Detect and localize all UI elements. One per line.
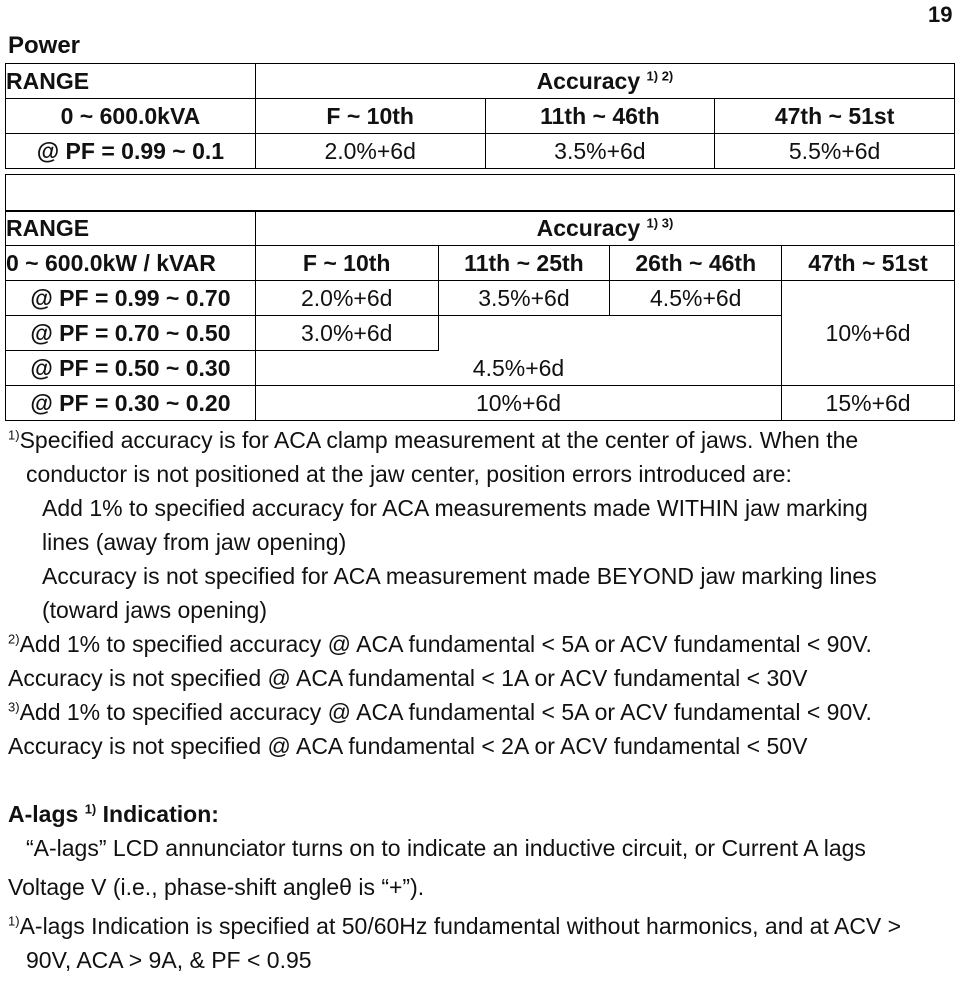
- page-number: 19: [928, 2, 953, 27]
- alags-heading: A-lags $^{1)}$ Indication:: [8, 801, 219, 827]
- footnote-1-line: lines (away from jaw opening): [42, 529, 347, 555]
- harmonic-col: 11th ~ 46th: [485, 99, 715, 134]
- footnote-1-line: (toward jaws opening): [42, 597, 268, 623]
- pf-label: @ PF = 0.99 ~ 0.1: [6, 134, 256, 169]
- harmonic-col: 47th ~ 51st: [715, 99, 955, 134]
- power-kw-accuracy-table: [5, 210, 955, 421]
- footnote-3: $^{3)}$Add 1% to specified accuracy @ ACA fundamental < 5A or ACV fundamental < 90V.: [8, 699, 872, 725]
- range-header: RANGE: [6, 211, 256, 246]
- harmonic-col: F ~ 10th: [255, 99, 485, 134]
- accuracy-value: 3.0%+6d: [255, 316, 438, 351]
- harmonic-col: 11th ~ 25th: [438, 246, 610, 281]
- harmonic-col: 47th ~ 51st: [782, 246, 955, 281]
- range-value: 0 ~ 600.0kW / kVAR: [6, 246, 256, 281]
- footnote-1-line: Accuracy is not specified for ACA measurement made BEYOND jaw marking lines: [42, 563, 877, 589]
- table-spacer-row: [5, 174, 955, 212]
- alags-line: “A-lags” LCD annunciator turns on to indicate an inductive circuit, or Current A lags: [26, 835, 866, 861]
- accuracy-value: 4.5%+6d: [610, 281, 782, 316]
- range-header: RANGE: [6, 64, 256, 99]
- pf-label: @ PF = 0.50 ~ 0.30: [6, 351, 256, 386]
- accuracy-value: 10%+6d: [255, 386, 781, 421]
- accuracy-header: Accuracy $^{1) 2)}$: [255, 64, 954, 99]
- accuracy-blank: [438, 316, 782, 351]
- footnote-1-line: conductor is not positioned at the jaw center, position errors introduced are:: [26, 461, 792, 487]
- accuracy-header: Accuracy $^{1) 3)}$: [255, 211, 954, 246]
- pf-label: @ PF = 0.70 ~ 0.50: [6, 316, 256, 351]
- harmonic-col: F ~ 10th: [255, 246, 438, 281]
- footnote-2: $^{2)}$Add 1% to specified accuracy @ ACA fundamental < 5A or ACV fundamental < 90V.: [8, 631, 872, 657]
- accuracy-value: 15%+6d: [782, 386, 955, 421]
- power-kva-accuracy-table: [5, 63, 955, 169]
- accuracy-value: 4.5%+6d: [255, 351, 781, 386]
- pf-label: @ PF = 0.99 ~ 0.70: [6, 281, 256, 316]
- range-value: 0 ~ 600.0kVA: [6, 99, 256, 134]
- alags-footnote-line: 90V, ACA > 9A, & PF < 0.95: [26, 947, 312, 973]
- footnote-1: $^{1)}$Specified accuracy is for ACA clamp measurement at the center of jaws. When the: [8, 427, 859, 453]
- accuracy-value: 2.0%+6d: [255, 281, 438, 316]
- alags-footnote: $^{1)}$A-lags Indication is specified at 50/60Hz fundamental without harmonics, and at ACV >: [8, 913, 902, 939]
- harmonic-col: 26th ~ 46th: [610, 246, 782, 281]
- accuracy-value: 2.0%+6d: [255, 134, 485, 169]
- footnote-3-line: Accuracy is not specified @ ACA fundamental < 2A or ACV fundamental < 50V: [8, 733, 808, 759]
- footnotes: [8, 423, 958, 977]
- accuracy-value: 3.5%+6d: [485, 134, 715, 169]
- accuracy-value-merged: 10%+6d: [782, 281, 955, 386]
- accuracy-value: 3.5%+6d: [438, 281, 610, 316]
- footnote-1-line: Add 1% to specified accuracy for ACA measurements made WITHIN jaw marking: [42, 495, 868, 521]
- section-title-power: Power: [8, 32, 81, 59]
- footnote-2-line: Accuracy is not specified @ ACA fundamental < 1A or ACV fundamental < 30V: [8, 665, 808, 691]
- pf-label: @ PF = 0.30 ~ 0.20: [6, 386, 256, 421]
- alags-line: Voltage V (i.e., phase-shift angleθ is “+”).: [8, 874, 425, 900]
- accuracy-value: 5.5%+6d: [715, 134, 955, 169]
